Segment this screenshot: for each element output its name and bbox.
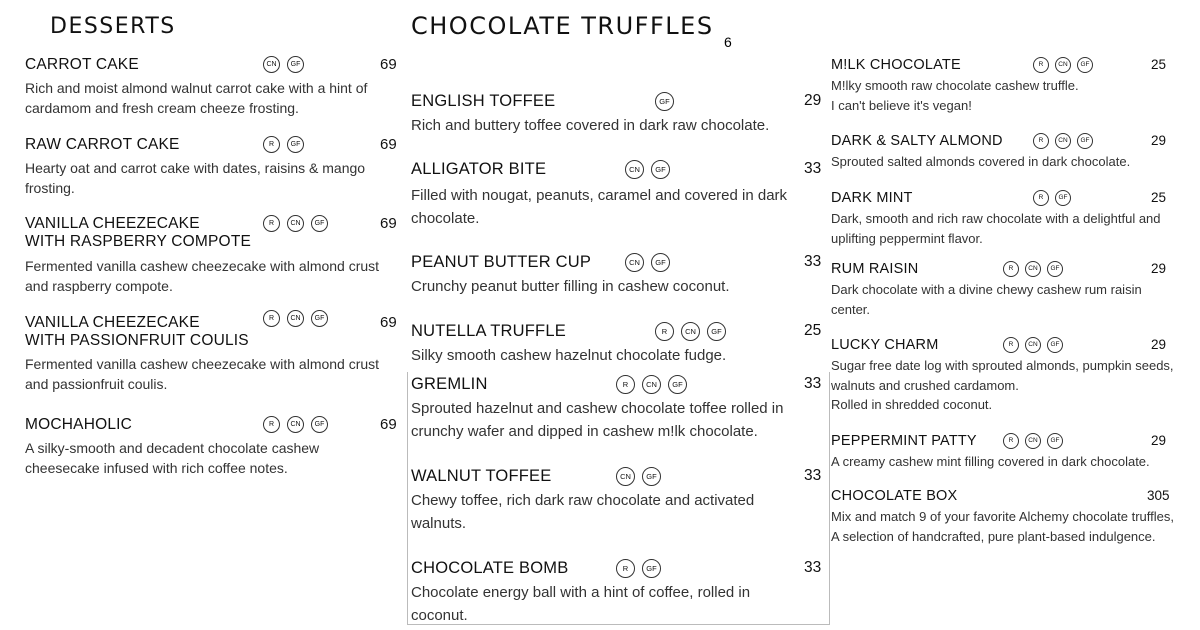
item-price: 69 [380, 314, 397, 331]
description-line: Chocolate energy ball with a hint of coffee, rolled in [411, 584, 751, 601]
item-name [411, 559, 568, 578]
description-line: Hearty oat and carrot cake with dates, raisins & mango [25, 160, 366, 176]
description-line: Silky smooth cashew hazelnut chocolate fudge. [411, 347, 727, 364]
description-line: Filled with nougat, peanuts, caramel and covered in dark [411, 187, 788, 204]
item-price: 29 [1151, 133, 1167, 148]
dietary-badges [625, 160, 677, 179]
r-badge-icon: R [263, 215, 280, 232]
gf-badge-icon: GF [651, 160, 670, 179]
item-name [25, 56, 139, 74]
cn-badge-icon: CN [1055, 57, 1071, 73]
item-price: 69 [380, 56, 397, 73]
item-description [25, 256, 379, 296]
item-price: 29 [1151, 433, 1167, 448]
gf-badge-icon: GF [311, 310, 328, 327]
item-description [25, 354, 379, 394]
gf-badge-icon: GF [287, 136, 304, 153]
item-description [411, 114, 769, 137]
cn-badge-icon: CN [287, 416, 304, 433]
item-description [831, 280, 1142, 319]
r-badge-icon: R [616, 375, 635, 394]
cn-badge-icon: CN [287, 215, 304, 232]
r-badge-icon: R [1003, 337, 1019, 353]
item-name-line: WITH PASSIONFRUIT COULIS [25, 332, 249, 349]
item-price: 25 [804, 322, 822, 339]
r-badge-icon: R [655, 322, 674, 341]
item-name-line: DARK & SALTY ALMOND [831, 133, 1003, 149]
r-badge-icon: R [1033, 190, 1049, 206]
description-line: A silky-smooth and decadent chocolate cashew [25, 440, 320, 456]
dietary-badges [1003, 261, 1069, 280]
gf-badge-icon: GF [311, 215, 328, 232]
gf-badge-icon: GF [651, 253, 670, 272]
dietary-badges [263, 416, 335, 435]
item-name [831, 57, 961, 73]
description-line: walnuts and crushed cardamom. [831, 377, 1019, 393]
item-description [411, 184, 787, 230]
item-price: 33 [804, 375, 822, 392]
dietary-badges [625, 253, 677, 272]
item-description [25, 78, 367, 118]
item-description [411, 344, 726, 367]
item-name [831, 133, 1003, 149]
dietary-badges [1033, 133, 1099, 152]
r-badge-icon: R [1033, 57, 1049, 73]
description-line: Dark, smooth and rich raw chocolate with a delightful and [831, 211, 1161, 226]
description-line: Sprouted hazelnut and cashew chocolate toffee rolled in [411, 400, 784, 417]
item-price: 69 [380, 416, 397, 433]
gf-badge-icon: GF [707, 322, 726, 341]
description-line: walnuts. [411, 515, 467, 532]
cn-badge-icon: CN [642, 375, 661, 394]
item-description [831, 209, 1161, 248]
item-price: 25 [1151, 190, 1167, 205]
item-name-line: M!LK CHOCOLATE [831, 57, 961, 73]
description-line: cardamom and fresh cream cheeze frosting. [25, 100, 299, 116]
item-name-line: DARK MINT [831, 190, 913, 206]
item-price: 305 [1147, 488, 1170, 503]
description-line: and raspberry compote. [25, 278, 173, 294]
desserts-heading: DESSERTS [50, 14, 176, 39]
gf-badge-icon: GF [655, 92, 674, 111]
gf-badge-icon: GF [642, 559, 661, 578]
gf-badge-icon: GF [311, 416, 328, 433]
gf-badge-icon: GF [668, 375, 687, 394]
item-name-line: WITH RASPBERRY COMPOTE [25, 233, 252, 250]
item-name [411, 160, 546, 179]
item-name-line: VANILLA CHEEZECAKE [25, 215, 200, 232]
item-description [411, 489, 754, 535]
cn-badge-icon: CN [1025, 337, 1041, 353]
item-price: 33 [804, 467, 822, 484]
dietary-badges [263, 215, 335, 234]
dietary-badges [263, 56, 311, 75]
item-name [411, 467, 551, 486]
description-line: Rich and buttery toffee covered in dark raw chocolate. [411, 117, 770, 134]
dietary-badges [655, 92, 681, 111]
description-line: I can't believe it's vegan! [831, 97, 972, 113]
description-line: center. [831, 301, 871, 317]
item-name-line: CHOCOLATE BOMB [411, 559, 569, 577]
item-name [25, 136, 180, 154]
item-name-line: NUTELLA TRUFFLE [411, 322, 566, 340]
item-name [831, 337, 938, 353]
description-line: Sugar free date log with sprouted almonds, pumpkin seeds, [831, 358, 1174, 373]
item-description [411, 275, 730, 298]
item-name-line: LUCKY CHARM [831, 337, 939, 353]
gf-badge-icon: GF [1077, 133, 1093, 149]
description-line: Mix and match 9 of your favorite Alchemy chocolate truffles, [831, 509, 1174, 524]
item-name [831, 261, 918, 277]
item-price: 33 [804, 253, 822, 270]
description-line: Dark chocolate with a divine chewy cashew rum raisin [831, 282, 1142, 297]
item-description [831, 452, 1150, 472]
item-price: 69 [380, 136, 397, 153]
gf-badge-icon: GF [1055, 190, 1071, 206]
item-description [831, 152, 1130, 172]
item-price: 69 [380, 215, 397, 232]
item-name-line: PEANUT BUTTER CUP [411, 253, 592, 271]
description-line: crunchy wafer and dipped in cashew m!lk chocolate. [411, 423, 758, 440]
description-line: Fermented vanilla cashew cheezecake with almond crust [25, 258, 380, 274]
r-badge-icon: R [263, 136, 280, 153]
item-name [411, 322, 566, 341]
item-price: 33 [804, 160, 822, 177]
item-name-line: CHOCOLATE BOX [831, 488, 958, 504]
item-name [411, 253, 591, 272]
item-description [831, 356, 1174, 415]
description-line: Rich and moist almond walnut carrot cake with a hint of [25, 80, 368, 96]
description-line: coconut. [411, 607, 468, 624]
item-name-line: ALLIGATOR BITE [411, 160, 547, 178]
description-line: Sprouted salted almonds covered in dark chocolate. [831, 154, 1131, 169]
cn-badge-icon: CN [616, 467, 635, 486]
item-description [831, 76, 1079, 115]
item-name-line: GREMLIN [411, 375, 488, 393]
description-line: Crunchy peanut butter filling in cashew coconut. [411, 278, 730, 295]
r-badge-icon: R [1003, 261, 1019, 277]
description-line: Chewy toffee, rich dark raw chocolate and activated [411, 492, 755, 509]
item-name [25, 314, 249, 350]
item-name-line: MOCHAHOLIC [25, 416, 133, 433]
item-name [25, 416, 132, 434]
gf-badge-icon: GF [642, 467, 661, 486]
cn-badge-icon: CN [287, 310, 304, 327]
truffles-heading: CHOCOLATE TRUFFLES [411, 12, 714, 40]
r-badge-icon: R [263, 416, 280, 433]
item-name-line: PEPPERMINT PATTY [831, 433, 977, 449]
item-price: 25 [1151, 57, 1167, 72]
dietary-badges [616, 467, 668, 486]
description-line: uplifting peppermint flavor. [831, 230, 983, 246]
item-name [25, 215, 251, 251]
description-line: M!lky smooth raw chocolate cashew truffle. [831, 78, 1079, 93]
description-line: frosting. [25, 180, 75, 196]
item-description [411, 397, 783, 443]
description-line: Fermented vanilla cashew cheezecake with almond crust [25, 356, 380, 372]
item-description [831, 507, 1174, 546]
item-price: 29 [804, 92, 822, 109]
item-name-line: RAW CARROT CAKE [25, 136, 180, 153]
cn-badge-icon: CN [625, 253, 644, 272]
gf-badge-icon: GF [1077, 57, 1093, 73]
dietary-badges [616, 559, 668, 578]
cn-badge-icon: CN [681, 322, 700, 341]
item-name [831, 488, 957, 504]
item-name-line: RUM RAISIN [831, 261, 919, 277]
item-name-line: CARROT CAKE [25, 56, 139, 73]
description-line: A creamy cashew mint filling covered in dark chocolate. [831, 454, 1150, 469]
item-name-line: ENGLISH TOFFEE [411, 92, 556, 110]
dietary-badges [263, 310, 335, 329]
cn-badge-icon: CN [263, 56, 280, 73]
item-name [411, 92, 555, 111]
r-badge-icon: R [263, 310, 280, 327]
description-line: and passionfruit coulis. [25, 376, 168, 392]
description-line: cheesecake infused with rich coffee notes. [25, 460, 288, 476]
item-name-line: WALNUT TOFFEE [411, 467, 552, 485]
gf-badge-icon: GF [1047, 433, 1063, 449]
item-name-line: VANILLA CHEEZECAKE [25, 314, 200, 331]
gf-badge-icon: GF [1047, 337, 1063, 353]
item-description [411, 581, 750, 627]
item-price: 29 [1151, 337, 1167, 352]
r-badge-icon: R [616, 559, 635, 578]
dietary-badges [1033, 190, 1077, 209]
dietary-badges [1003, 337, 1069, 356]
gf-badge-icon: GF [1047, 261, 1063, 277]
r-badge-icon: R [1033, 133, 1049, 149]
dietary-badges [263, 136, 311, 155]
item-price: 29 [1151, 261, 1167, 276]
item-name [411, 375, 488, 394]
description-line: A selection of handcrafted, pure plant-based indulgence. [831, 528, 1156, 544]
description-line: Rolled in shredded coconut. [831, 397, 993, 412]
cn-badge-icon: CN [1025, 433, 1041, 449]
page-number: 6 [724, 34, 732, 50]
cn-badge-icon: CN [1055, 133, 1071, 149]
description-line: chocolate. [411, 210, 480, 227]
cn-badge-icon: CN [1025, 261, 1041, 277]
item-description [25, 158, 365, 198]
dietary-badges [616, 375, 694, 394]
dietary-badges [655, 322, 733, 341]
item-name [831, 433, 977, 449]
r-badge-icon: R [1003, 433, 1019, 449]
item-price: 33 [804, 559, 822, 576]
item-name [831, 190, 913, 206]
item-description [25, 438, 319, 478]
cn-badge-icon: CN [625, 160, 644, 179]
gf-badge-icon: GF [287, 56, 304, 73]
dietary-badges [1003, 433, 1069, 452]
dietary-badges [1033, 57, 1099, 76]
